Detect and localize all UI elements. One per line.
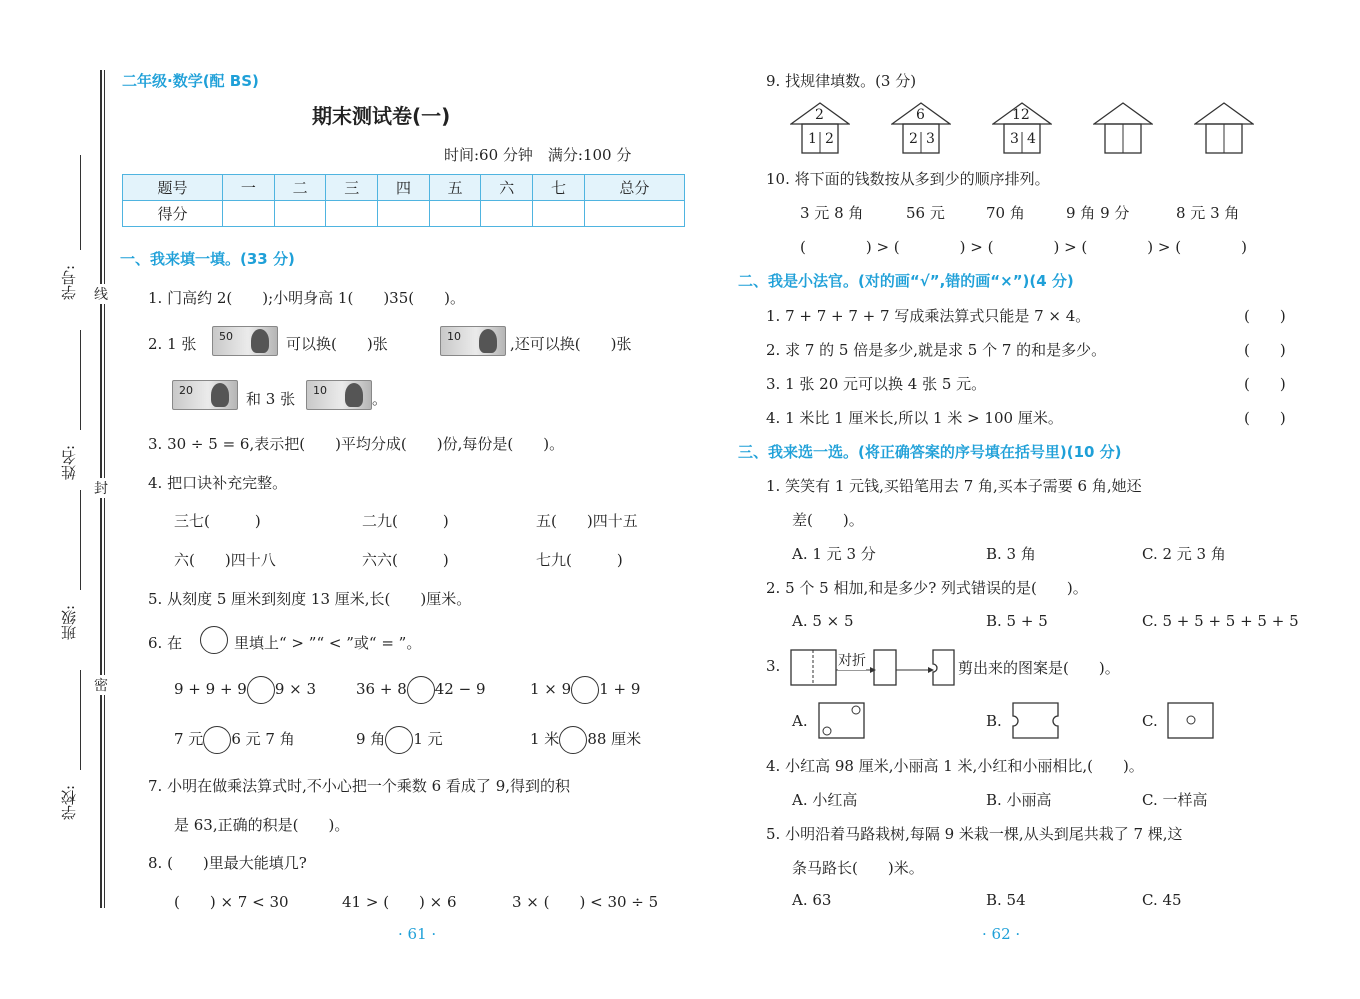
q4-item: 三七( ) bbox=[174, 512, 261, 530]
compare-circle-icon[interactable] bbox=[247, 676, 275, 704]
class-label: 班级: bbox=[60, 604, 78, 640]
banknote-10-icon: 10 bbox=[306, 380, 372, 410]
q4-item: 七九( ) bbox=[536, 551, 623, 569]
choice-option[interactable]: A. 1 元 3 分 bbox=[792, 545, 876, 563]
page-number-right: · 62 · bbox=[982, 925, 1021, 943]
q6-part-b: 里填上“ > ”“ < ”或“ = ”。 bbox=[234, 634, 422, 652]
subject-label: 二年级·数学(配 BS) bbox=[122, 72, 259, 90]
q1: 1. 门高约 2( );小明身高 1( )35( )。 bbox=[148, 289, 465, 307]
banknote-10-icon: 10 bbox=[440, 326, 506, 356]
compare-circle-icon[interactable] bbox=[203, 726, 231, 754]
q2-part-d: 和 3 张 bbox=[246, 390, 296, 408]
q10-order-blanks: ( ) > ( ) > ( ) > ( ) > ( ) bbox=[800, 238, 1247, 256]
score-row-label: 得分 bbox=[123, 201, 223, 227]
score-header: 总分 bbox=[584, 175, 684, 201]
score-header: 三 bbox=[326, 175, 378, 201]
house-top-number: 12 bbox=[1012, 107, 1030, 123]
exam-meta: 时间:60 分钟 满分:100 分 bbox=[444, 146, 632, 164]
judge-item: 2. 求 7 的 5 倍是多少,就是求 5 个 7 的和是多少。 bbox=[766, 341, 1107, 359]
score-cell[interactable] bbox=[481, 201, 533, 227]
choice-q1-line-2: 差( )。 bbox=[792, 511, 864, 529]
choice-option[interactable]: A. bbox=[792, 712, 808, 730]
seal-mi: 密 bbox=[94, 675, 108, 695]
q8-item: 3 × ( ) < 30 ÷ 5 bbox=[512, 893, 659, 911]
money-item: 56 元 bbox=[906, 204, 945, 222]
q9: 9. 找规律填数。(3 分) bbox=[766, 72, 917, 90]
choice-option[interactable]: A. 5 × 5 bbox=[792, 612, 854, 630]
id-label: 学号: bbox=[60, 264, 78, 300]
score-table bbox=[122, 174, 685, 227]
page-number-left: · 61 · bbox=[398, 925, 437, 943]
score-header: 二 bbox=[274, 175, 326, 201]
q4-item: 六( )四十八 bbox=[174, 551, 276, 569]
choice-option[interactable]: A. 小红高 bbox=[792, 791, 858, 809]
score-cell[interactable] bbox=[223, 201, 275, 227]
money-item: 70 角 bbox=[986, 204, 1025, 222]
q2-part-c: ,还可以换( )张 bbox=[510, 335, 632, 353]
judge-item: 1. 7 + 7 + 7 + 7 写成乘法算式只能是 7 × 4。 bbox=[766, 307, 1091, 325]
house-icon bbox=[1194, 102, 1254, 154]
choice-option[interactable]: C. bbox=[1142, 712, 1158, 730]
q6-item: 9 角 1 元 bbox=[356, 726, 443, 754]
q4: 4. 把口诀补充完整。 bbox=[148, 474, 288, 492]
compare-circle-icon[interactable] bbox=[559, 726, 587, 754]
q8: 8. ( )里最大能填几? bbox=[148, 854, 307, 872]
choice-option[interactable]: C. 45 bbox=[1142, 891, 1182, 909]
house-top-number: 2 bbox=[815, 107, 824, 123]
score-cell[interactable] bbox=[274, 201, 326, 227]
choice-option[interactable]: B. 小丽高 bbox=[986, 791, 1052, 809]
choice-q3-number: 3. bbox=[766, 657, 781, 675]
cutout-a-icon bbox=[818, 702, 866, 740]
score-header: 五 bbox=[429, 175, 481, 201]
fold-label: 对折 bbox=[838, 650, 866, 670]
q3: 3. 30 ÷ 5 = 6,表示把( )平均分成( )份,每份是( )。 bbox=[148, 435, 565, 453]
cutout-c-icon bbox=[1167, 702, 1215, 740]
house-left-number: 1 bbox=[808, 131, 817, 147]
choice-q2: 2. 5 个 5 相加,和是多少? 列式错误的是( )。 bbox=[766, 579, 1088, 597]
judge-paren[interactable]: ( ) bbox=[1244, 307, 1286, 325]
q4-item: 二九( ) bbox=[362, 512, 449, 530]
cutout-b-icon bbox=[1012, 702, 1060, 740]
banknote-50-icon: 50 bbox=[212, 326, 278, 356]
score-cell[interactable] bbox=[326, 201, 378, 227]
money-item: 8 元 3 角 bbox=[1176, 204, 1240, 222]
school-label: 学校: bbox=[60, 784, 78, 820]
judge-paren[interactable]: ( ) bbox=[1244, 341, 1286, 359]
section1-title: 一、我来填一填。(33 分) bbox=[120, 250, 295, 268]
choice-q4: 4. 小红高 98 厘米,小丽高 1 米,小红和小丽相比,( )。 bbox=[766, 757, 1144, 775]
score-header: 一 bbox=[223, 175, 275, 201]
score-cell[interactable] bbox=[533, 201, 585, 227]
seal-xian: 线 bbox=[94, 284, 108, 304]
class-blank bbox=[80, 490, 81, 590]
banknote-20-icon: 20 bbox=[172, 380, 238, 410]
q7-line-1: 7. 小明在做乘法算式时,不小心把一个乘数 6 看成了 9,得到的积 bbox=[148, 777, 571, 795]
house-right-number: 4 bbox=[1027, 131, 1036, 147]
fold-diagram-icon bbox=[790, 648, 958, 688]
q10: 10. 将下面的钱数按从多到少的顺序排列。 bbox=[766, 170, 1050, 188]
choice-q3-text: 剪出来的图案是( )。 bbox=[958, 659, 1120, 677]
choice-option[interactable]: B. 3 角 bbox=[986, 545, 1036, 563]
judge-item: 4. 1 米比 1 厘米长,所以 1 米 > 100 厘米。 bbox=[766, 409, 1063, 427]
q2-part-b: 可以换( )张 bbox=[286, 335, 388, 353]
score-cell[interactable] bbox=[378, 201, 430, 227]
compare-circle-icon[interactable] bbox=[571, 676, 599, 704]
q8-item: ( ) × 7 < 30 bbox=[174, 893, 289, 911]
choice-option[interactable]: C. 5 + 5 + 5 + 5 + 5 bbox=[1142, 612, 1299, 630]
seal-feng: 封 bbox=[94, 478, 108, 498]
q6-item: 1 米 88 厘米 bbox=[530, 726, 641, 754]
score-cell[interactable] bbox=[429, 201, 481, 227]
house-top-number: 6 bbox=[916, 107, 925, 123]
q6-item: 1 × 9 1 + 9 bbox=[530, 676, 640, 704]
school-blank bbox=[80, 670, 81, 770]
house-left-number: 2 bbox=[909, 131, 918, 147]
choice-option[interactable]: C. 2 元 3 角 bbox=[1142, 545, 1226, 563]
q6-part-a: 6. 在 bbox=[148, 634, 183, 652]
q7-line-2: 是 63,正确的积是( )。 bbox=[174, 816, 350, 834]
q6-item: 7 元 6 元 7 角 bbox=[174, 726, 295, 754]
compare-circle-icon[interactable] bbox=[407, 676, 435, 704]
q8-item: 41 > ( ) × 6 bbox=[342, 893, 457, 911]
id-blank bbox=[80, 155, 81, 250]
q6-item: 36 + 8 42 − 9 bbox=[356, 676, 486, 704]
score-header: 题号 bbox=[123, 175, 223, 201]
choice-option[interactable]: C. 一样高 bbox=[1142, 791, 1208, 809]
compare-circle-icon[interactable] bbox=[385, 726, 413, 754]
money-item: 9 角 9 分 bbox=[1066, 204, 1130, 222]
judge-paren[interactable]: ( ) bbox=[1244, 409, 1286, 427]
house-right-number: 2 bbox=[825, 131, 834, 147]
section2-title: 二、我是小法官。(对的画“√”,错的画“×”)(4 分) bbox=[738, 272, 1074, 290]
q2-part-a: 2. 1 张 bbox=[148, 335, 197, 353]
name-label: 姓名: bbox=[60, 444, 78, 480]
house-icon bbox=[1093, 102, 1153, 154]
score-header: 七 bbox=[533, 175, 585, 201]
score-header: 六 bbox=[481, 175, 533, 201]
choice-q5-line-1: 5. 小明沿着马路栽树,每隔 9 米栽一棵,从头到尾共栽了 7 棵,这 bbox=[766, 825, 1183, 843]
q4-item: 五( )四十五 bbox=[536, 512, 638, 530]
score-cell[interactable] bbox=[584, 201, 684, 227]
judge-item: 3. 1 张 20 元可以换 4 张 5 元。 bbox=[766, 375, 987, 393]
choice-q5-line-2: 条马路长( )米。 bbox=[792, 859, 924, 877]
choice-q1-line-1: 1. 笑笑有 1 元钱,买铅笔用去 7 角,买本子需要 6 角,她还 bbox=[766, 477, 1142, 495]
score-header: 四 bbox=[378, 175, 430, 201]
compare-circle-icon bbox=[200, 626, 228, 654]
q5: 5. 从刻度 5 厘米到刻度 13 厘米,长( )厘米。 bbox=[148, 590, 472, 608]
money-item: 3 元 8 角 bbox=[800, 204, 864, 222]
section3-title: 三、我来选一选。(将正确答案的序号填在括号里)(10 分) bbox=[738, 443, 1122, 461]
house-right-number: 3 bbox=[926, 131, 935, 147]
house-left-number: 3 bbox=[1010, 131, 1019, 147]
choice-option[interactable]: B. 54 bbox=[986, 891, 1026, 909]
judge-paren[interactable]: ( ) bbox=[1244, 375, 1286, 393]
q6-item: 9 + 9 + 9 9 × 3 bbox=[174, 676, 316, 704]
q4-item: 六六( ) bbox=[362, 551, 449, 569]
choice-option[interactable]: A. 63 bbox=[792, 891, 832, 909]
page-title: 期末测试卷(一) bbox=[312, 104, 451, 128]
q2-part-e: 。 bbox=[372, 390, 388, 408]
name-blank bbox=[80, 330, 81, 430]
choice-option[interactable]: B. bbox=[986, 712, 1002, 730]
choice-option[interactable]: B. 5 + 5 bbox=[986, 612, 1048, 630]
